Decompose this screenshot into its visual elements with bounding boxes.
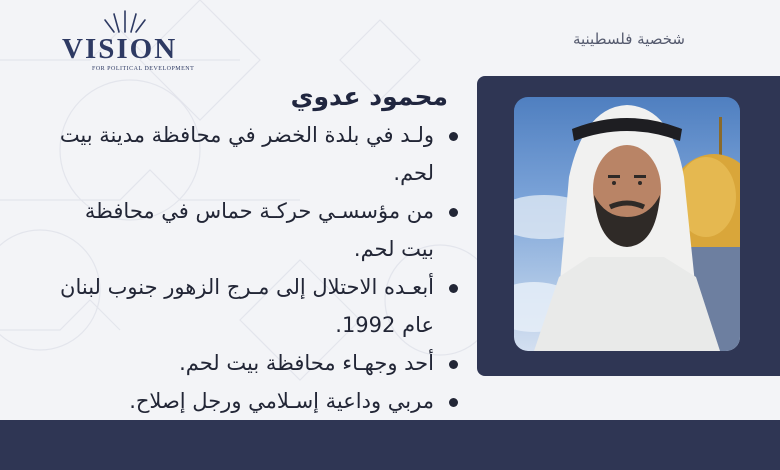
person-name: محمود عدوي — [290, 82, 448, 111]
list-item: مربي وداعية إسـلامي ورجل إصلاح. — [58, 382, 458, 420]
facts-list — [58, 116, 458, 420]
logo-tagline: FOR POLITICAL DEVELOPMENT — [92, 66, 195, 72]
vision-logo — [60, 8, 195, 76]
logo-wordmark: VISION — [62, 33, 178, 65]
category-label: شخصية فلسطينية — [572, 30, 685, 48]
sunburst-icon — [100, 8, 150, 34]
list-item: من مؤسسـي حركـة حماس في محافظة بيت لحم. — [58, 192, 458, 268]
portrait-illustration — [514, 97, 740, 351]
footer-bar — [0, 420, 780, 470]
list-item: أبعـده الاحتلال إلى مـرج الزهور جنوب لبنان عام 1992. — [58, 268, 458, 344]
portrait-photo — [514, 97, 740, 351]
list-item: ولـد في بلدة الخضر في محافظة مدينة بيت لحم. — [58, 116, 458, 192]
list-item: أحد وجهـاء محافظة بيت لحم. — [58, 344, 458, 382]
